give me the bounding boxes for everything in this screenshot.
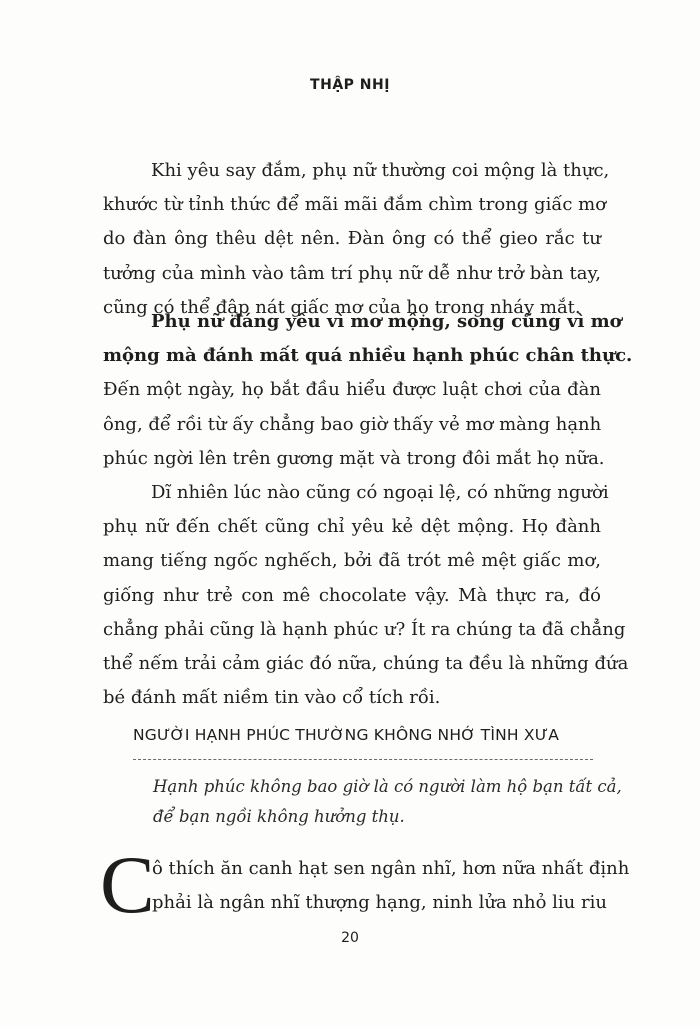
- text-line: ông, để rồi từ ấy chẳng bao giờ thấy vẻ mơ màng hạnh: [103, 413, 602, 435]
- text-line: do đàn ông thêu dệt nên. Đàn ông có thể gieo rắc tư: [103, 228, 601, 250]
- text-line: tưởng của mình vào tâm trí phụ nữ dễ như trở bàn tay,: [103, 262, 601, 284]
- epigraph-quote: [153, 772, 622, 832]
- text-line: phúc ngời lên trên gương mặt và trong đôi mắt họ nữa.: [103, 447, 605, 469]
- quote-line: để bạn ngồi không hưởng thụ.: [153, 807, 405, 826]
- text-line: mang tiếng ngốc nghếch, bởi đã trót mê mệt giấc mơ,: [103, 550, 601, 572]
- text-line: cũng có thể đập nát giấc mơ của họ trong nháy mắt.: [103, 296, 581, 318]
- text-line: phải là ngân nhĩ thượng hạng, ninh lửa nhỏ liu riu: [152, 892, 607, 913]
- bold-text-line: mộng mà đánh mất quá nhiều hạnh phúc chân thực.: [103, 345, 633, 367]
- section-title: NGƯỜI HẠNH PHÚC THƯỜNG KHÔNG NHỚ TÌNH XƯA: [133, 726, 560, 744]
- dashed-divider: [133, 759, 593, 760]
- text-line: khước từ tỉnh thức để mãi mãi đắm chìm trong giấc mơ: [103, 194, 607, 216]
- text-line: chẳng phải cũng là hạnh phúc ư? Ít ra chúng ta đã chẳng: [103, 618, 626, 640]
- text-line: Khi yêu say đắm, phụ nữ thường coi mộng là thực,: [151, 160, 610, 181]
- paragraph-3: [103, 476, 629, 715]
- text-line: giống như trẻ con mê chocolate vậy. Mà thực ra, đó: [103, 584, 601, 606]
- paragraph-2: [103, 305, 633, 476]
- bold-text-line: Phụ nữ đáng yêu vì mơ mộng, song cũng vì mơ: [151, 311, 622, 332]
- text-line: phụ nữ đến chết cũng chỉ yêu kẻ dệt mộng. Họ đành: [103, 516, 601, 538]
- running-header: THẬP NHỊ: [310, 77, 390, 93]
- drop-cap: C: [100, 839, 155, 930]
- text-line: Đến một ngày, họ bắt đầu hiểu được luật chơi của đàn: [103, 379, 601, 401]
- text-line: bé đánh mất niềm tin vào cổ tích rồi.: [103, 687, 441, 709]
- paragraph-1: [103, 154, 610, 325]
- quote-line: Hạnh phúc không bao giờ là có người làm hộ bạn tất cả,: [153, 777, 622, 796]
- page-number: 20: [341, 930, 359, 946]
- text-line: thể nếm trải cảm giác đó nữa, chúng ta đều là những đứa: [103, 653, 629, 675]
- text-line: ô thích ăn canh hạt sen ngân nhĩ, hơn nữa nhất định: [152, 858, 630, 879]
- opening-paragraph: [152, 852, 630, 920]
- text-line: Dĩ nhiên lúc nào cũng có ngoại lệ, có những người: [151, 482, 609, 503]
